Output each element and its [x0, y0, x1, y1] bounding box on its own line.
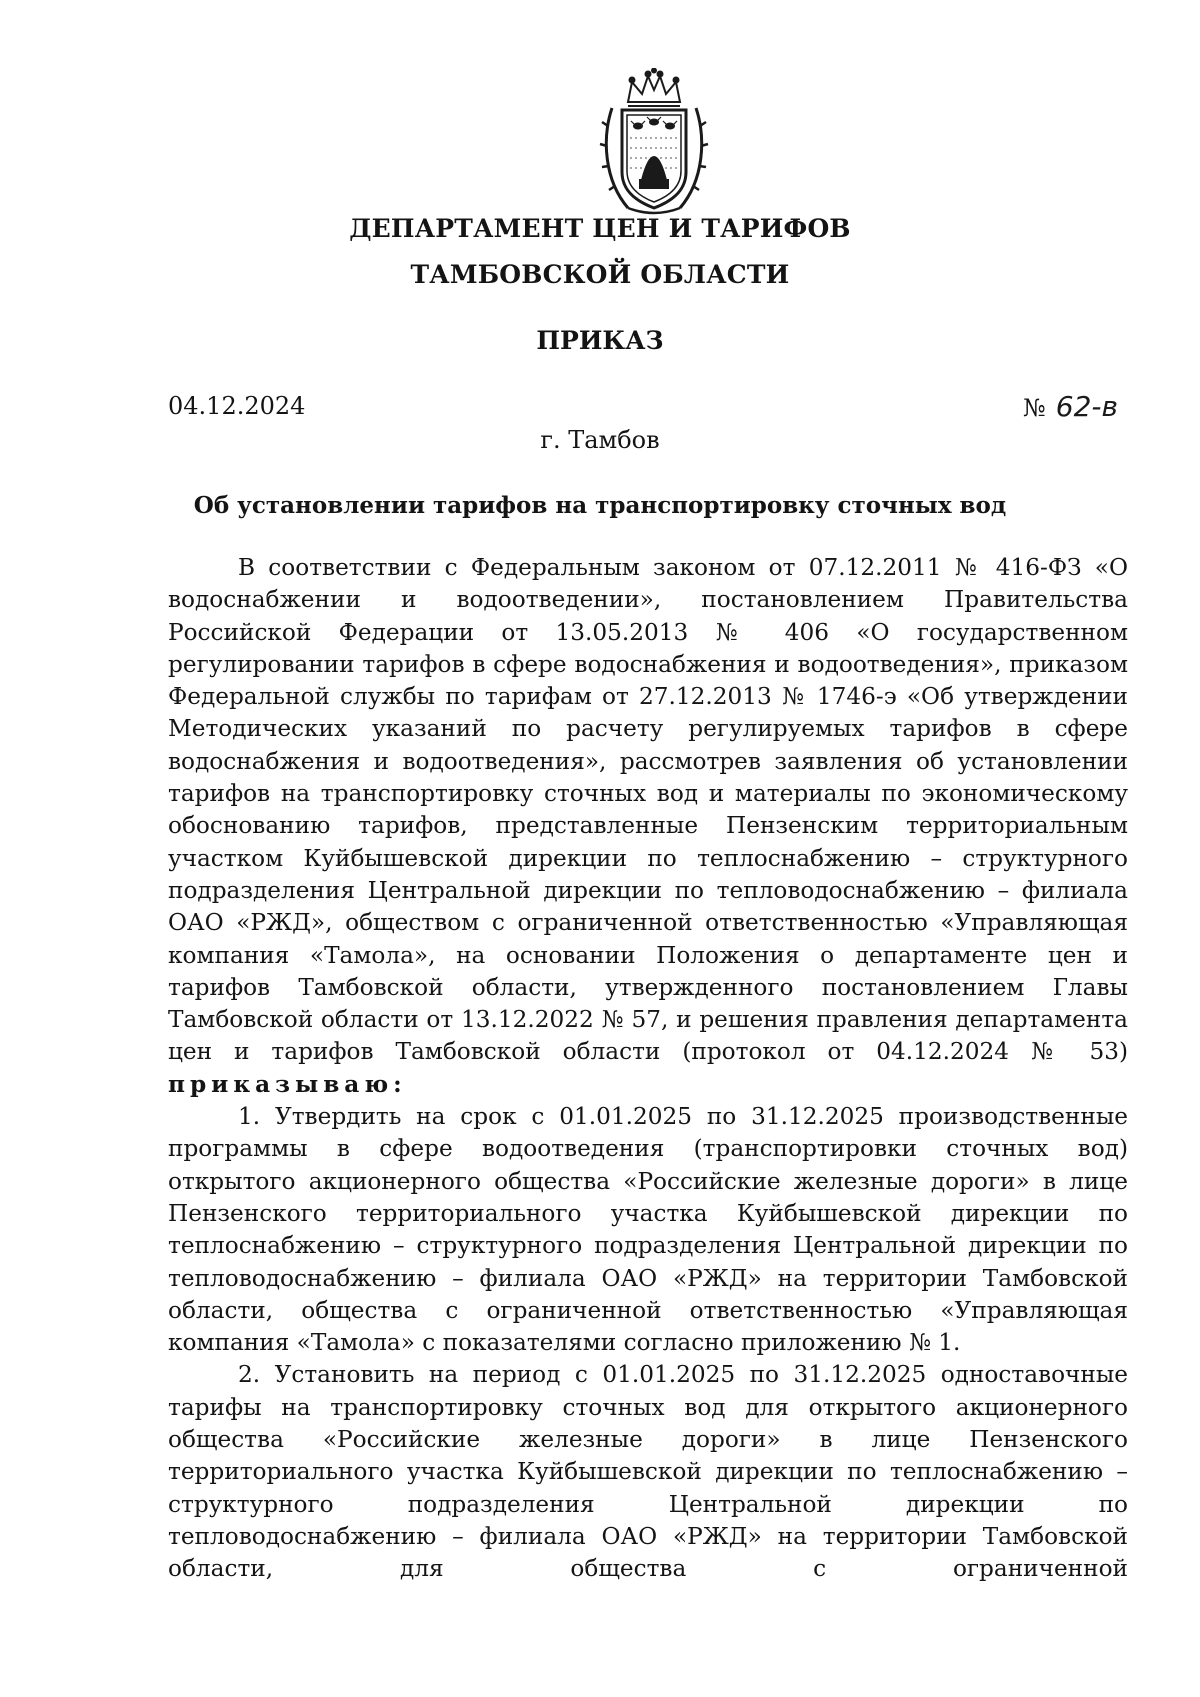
- department-name-line2: ТАМБОВСКОЙ ОБЛАСТИ: [410, 260, 790, 289]
- document-body: [168, 552, 1128, 1586]
- order-item-2: 2. Установить на период с 01.01.2025 по 31.12.2025 одноставочные тарифы на транспортировку сточных вод для открытого акционерного общества «Российские железные дороги» в лице Пензенского территориального участка Куйбышевской дирекции по теплоснабжению – структурного подразделения Центральной дирекции по тепловодоснабжению – филиала ОАО «РЖД» на территории Тамбовской области, для общества с ограниченной: [168, 1361, 1128, 1583]
- preamble-text: В соответствии с Федеральным законом от 07.12.2011 № 416-ФЗ «О водоснабжении и водоотведении», постановлением Правительства Российской Федерации от 13.05.2013 № 406 «О государственном регулировании тарифов в сфере водоснабжения и водоотведения», приказом Федеральной службы по тарифам от 27.12.2013 № 1746-э «Об утверждении Методических указаний по расчету регулируемых тарифов в сфере водоснабжения и водоотведения», рассмотрев заявления об установлении тарифов на транспортировку сточных вод и материалы по экономическому обоснованию тарифов, представленные Пензенским территориальным участком Куйбышевской дирекции по теплоснабжению – структурного подразделения Центральной дирекции по тепловодоснабжению – филиала ОАО «РЖД», обществом с ограниченной ответственностью «Управляющая компания «Тамола», на основании Положения о департаменте цен и тарифов Тамбовской области, утвержденного постановлением Главы Тамбовской области от 13.12.2022 № 57, и решения правления департамента цен и тарифов Тамбовской области (протокол от 04.12.2024 № 53): [168, 554, 1128, 1066]
- document-date: 04.12.2024: [168, 392, 306, 420]
- handwritten-number: 62-в: [1055, 390, 1118, 423]
- tambov-coat-of-arms-icon: [598, 68, 710, 218]
- document-city: г. Тамбов: [540, 426, 660, 454]
- order-word: приказываю:: [168, 1070, 407, 1098]
- order-item-1: 1. Утвердить на срок с 01.01.2025 по 31.12.2025 производственные программы в сфере водоотведения (транспортировки сточных вод) открытого акционерного общества «Российские железные дороги» в лице Пензенского территориального участка Куйбышевской дирекции по теплоснабжению – структурного подразделения Центральной дирекции по тепловодоснабжению – филиала ОАО «РЖД» на территории Тамбовской области, общества с ограниченной ответственностью «Управляющая компания «Тамола» с показателями согласно приложению № 1.: [168, 1103, 1128, 1357]
- document-subject: Об установлении тарифов на транспортировку сточных вод: [193, 492, 1007, 519]
- number-sign: №: [1023, 394, 1046, 422]
- preamble-paragraph: [168, 552, 1128, 1101]
- document-type-title: ПРИКАЗ: [536, 326, 664, 355]
- document-number: [1023, 390, 1118, 423]
- department-name-line1: ДЕПАРТАМЕНТ ЦЕН И ТАРИФОВ: [349, 214, 851, 243]
